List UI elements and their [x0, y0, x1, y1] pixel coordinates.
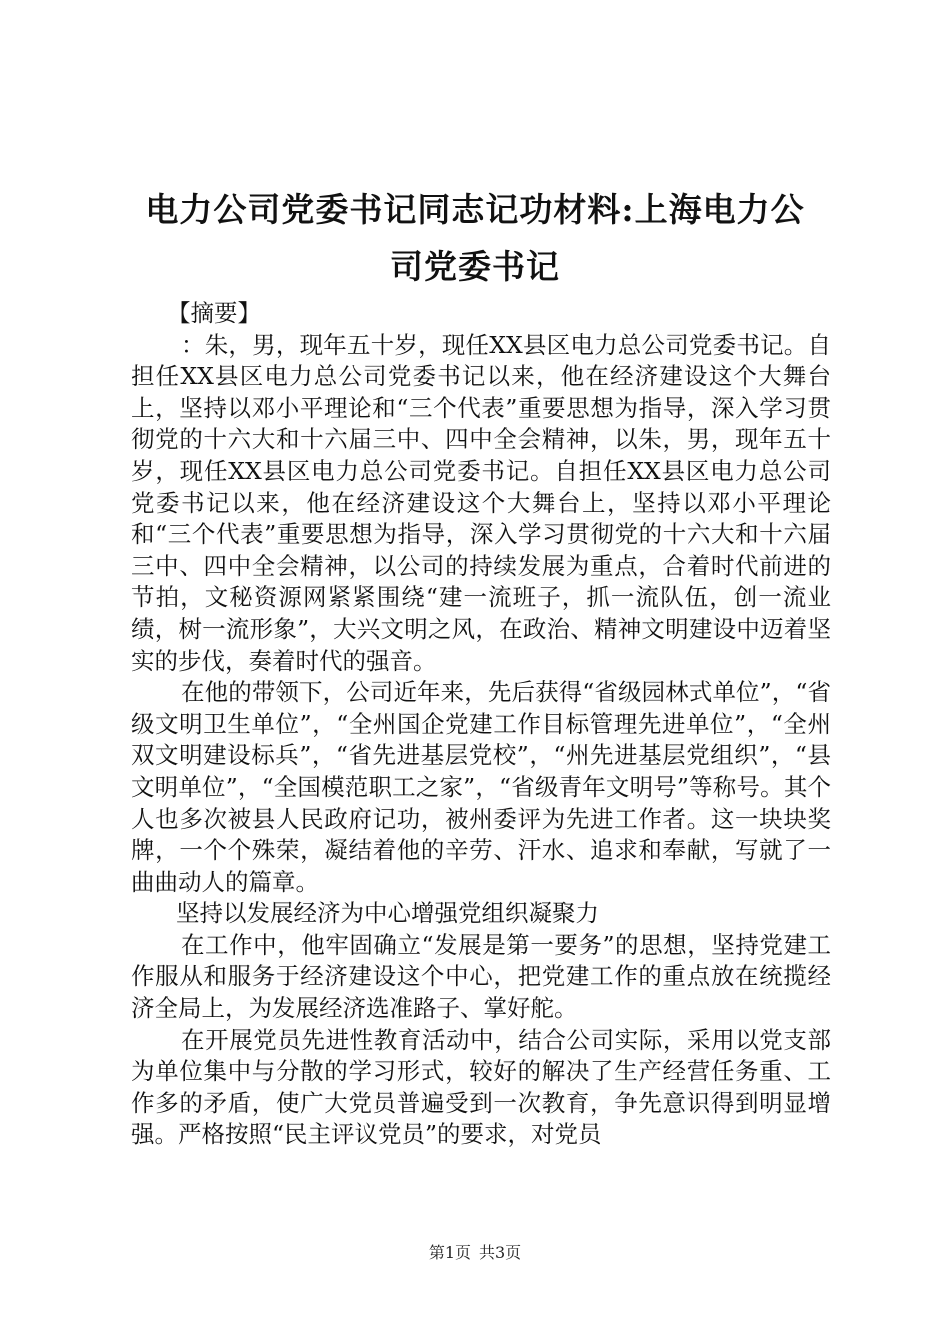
page-number: 第1页 [428, 1243, 471, 1262]
paragraph-education: 在开展党员先进性教育活动中，结合公司实际，采用以党支部为单位集中与分散的学习形式，较好的解决了生产经营任务重、工作多的矛盾，使广大党员普遍受到一次教育，争先意识得到明显增强。严格按照“民主评议党员”的要求，对党员 [131, 1025, 831, 1149]
paragraph-work: 在工作中，他牢固确立“发展是第一要务”的思想，坚持党建工作服从和服务于经济建设这个中心，把党建工作的重点放在统揽经济全局上，为发展经济选准路子、掌好舵。 [131, 930, 831, 1023]
document-title-line-2: 司党委书记 [390, 247, 560, 286]
paragraph-intro: ：朱，男，现年五十岁，现任XX县区电力总公司党委书记。自担任XX县区电力总公司党委书记以来，他在经济建设这个大舞台上，坚持以邓小平理论和“三个代表”重要思想为指导，深入学习贯彻党的十六大和十六届三中、四中全会精神，以朱，男，现年五十岁，现任XX县区电力总公司党委书记。自担任XX县区电力总公司党委书记以来，他在经济建设这个大舞台上，坚持以邓小平理论和“三个代表”重要思想为指导，深入学习贯彻党的十六大和十六届三中、四中全会精神，以公司的持续发展为重点，合着时代前进的节拍，文秘资源网紧紧围绕“建一流班子，抓一流队伍，创一流业绩，树一流形象”，大兴文明之风，在政治、精神文明建设中迈着坚实的步伐，奏着时代的强音。 [131, 330, 831, 675]
page-total: 共3页 [479, 1243, 522, 1262]
document-body [131, 298, 831, 1151]
paragraph-honors: 在他的带领下，公司近年来，先后获得“省级园林式单位”，“省级文明卫生单位”，“全州国企党建工作目标管理先进单位”，“全州双文明建设标兵”，“省先进基层党校”，“州先进基层党组织”，“县文明单位”，“全国模范职工之家”，“省级青年文明号”等称号。其个人也多次被县人民政府记功，被州委评为先进工作者。这一块块奖牌，一个个殊荣，凝结着他的辛劳、汗水、追求和奉献，写就了一曲曲动人的篇章。 [131, 678, 831, 896]
page-footer [0, 1240, 950, 1263]
document-title-line-1: 电力公司党委书记同志记功材料:上海电力公 [145, 190, 805, 229]
section-heading: 坚持以发展经济为中心增强党组织凝聚力 [176, 899, 599, 928]
abstract-label: 【摘要】 [167, 299, 261, 327]
